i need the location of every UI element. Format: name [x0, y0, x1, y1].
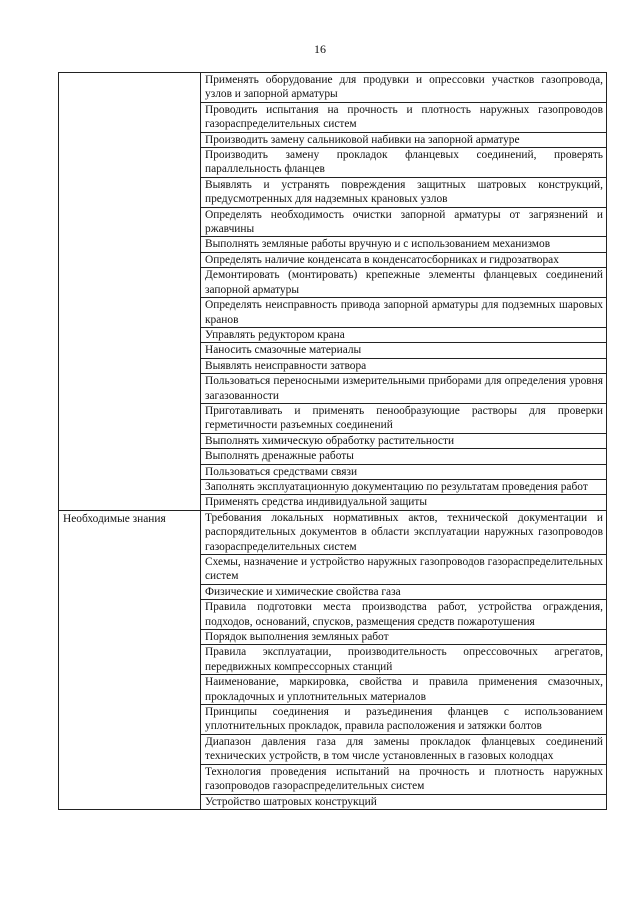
- knowledge-row-text: Наименование, маркировка, свойства и правила применения смазочных, прокладочных и уплотнительных материалов: [201, 675, 607, 705]
- knowledge-row-text: Физические и химические свойства газа: [201, 584, 607, 599]
- skill-row-text: Выявлять и устранять повреждения защитных шатровых конструкций, предусмотренных для надземных крановых узлов: [201, 177, 607, 207]
- knowledge-row-text: Правила подготовки места производства работ, устройства ограждения, подходов, оснований, спусков, размещения средств пожаротушения: [201, 600, 607, 630]
- knowledge-row-text: Схемы, назначение и устройство наружных газопроводов газораспределительных систем: [201, 555, 607, 585]
- table-body: [59, 73, 607, 810]
- requirements-table: [58, 72, 607, 810]
- skill-row-text: Выполнять дренажные работы: [201, 449, 607, 464]
- skills-label: [59, 73, 201, 511]
- skill-row-text: Выявлять неисправности затвора: [201, 358, 607, 373]
- skill-row-text: Демонтировать (монтировать) крепежные элементы фланцевых соединений запорной арматуры: [201, 268, 607, 298]
- skill-row-text: Производить замену прокладок фланцевых соединений, проверять параллельность фланцев: [201, 148, 607, 178]
- skill-row-text: Определять наличие конденсата в конденсатосборниках и гидрозатворах: [201, 252, 607, 267]
- knowledge-row: [59, 510, 607, 554]
- skill-row-text: Пользоваться средствами связи: [201, 464, 607, 479]
- knowledge-row-text: Правила эксплуатации, производительность опрессовочных агрегатов, передвижных компрессорных станций: [201, 645, 607, 675]
- knowledge-row-text: Порядок выполнения земляных работ: [201, 630, 607, 645]
- skill-row-text: Проводить испытания на прочность и плотность наружных газопроводов газораспределительных систем: [201, 102, 607, 132]
- knowledge-row-text: Устройство шатровых конструкций: [201, 794, 607, 809]
- skill-row-text: Заполнять эксплуатационную документацию по результатам проведения работ: [201, 479, 607, 494]
- skill-row-text: Выполнять химическую обработку растительности: [201, 433, 607, 448]
- knowledge-label: Необходимые знания: [59, 510, 201, 809]
- skill-row-text: Выполнять земляные работы вручную и с использованием механизмов: [201, 237, 607, 252]
- skill-row-text: Производить замену сальниковой набивки на запорной арматуре: [201, 132, 607, 147]
- skill-row-text: Приготавливать и применять пенообразующие растворы для проверки герметичности разъемных соединений: [201, 403, 607, 433]
- skill-row-text: Определять неисправность привода запорной арматуры для подземных шаровых кранов: [201, 298, 607, 328]
- knowledge-row-text: Диапазон давления газа для замены прокладок фланцевых соединений технических устройств, в том числе установленных в газовых колодцах: [201, 734, 607, 764]
- skill-row-text: Наносить смазочные материалы: [201, 343, 607, 358]
- knowledge-row-text: Требования локальных нормативных актов, технической документации и распорядительных документов в области эксплуатации наружных газопроводов газораспределительных систем: [201, 510, 607, 554]
- knowledge-row-text: Технология проведения испытаний на прочность и плотность наружных газопроводов газораспределительных систем: [201, 764, 607, 794]
- knowledge-row-text: Принципы соединения и разъединения фланцев с использованием уплотнительных прокладок, правила расположения и затяжки болтов: [201, 705, 607, 735]
- skill-row-text: Управлять редуктором крана: [201, 327, 607, 342]
- skill-row-text: Применять оборудование для продувки и опрессовки участков газопровода, узлов и запорной арматуры: [201, 73, 607, 103]
- skill-row-text: Пользоваться переносными измерительными приборами для определения уровня загазованности: [201, 374, 607, 404]
- skill-row-text: Определять необходимость очистки запорной арматуры от загрязнений и ржавчины: [201, 207, 607, 237]
- skill-row: [59, 73, 607, 103]
- skill-row-text: Применять средства индивидуальной защиты: [201, 495, 607, 510]
- page-number: 16: [314, 42, 326, 56]
